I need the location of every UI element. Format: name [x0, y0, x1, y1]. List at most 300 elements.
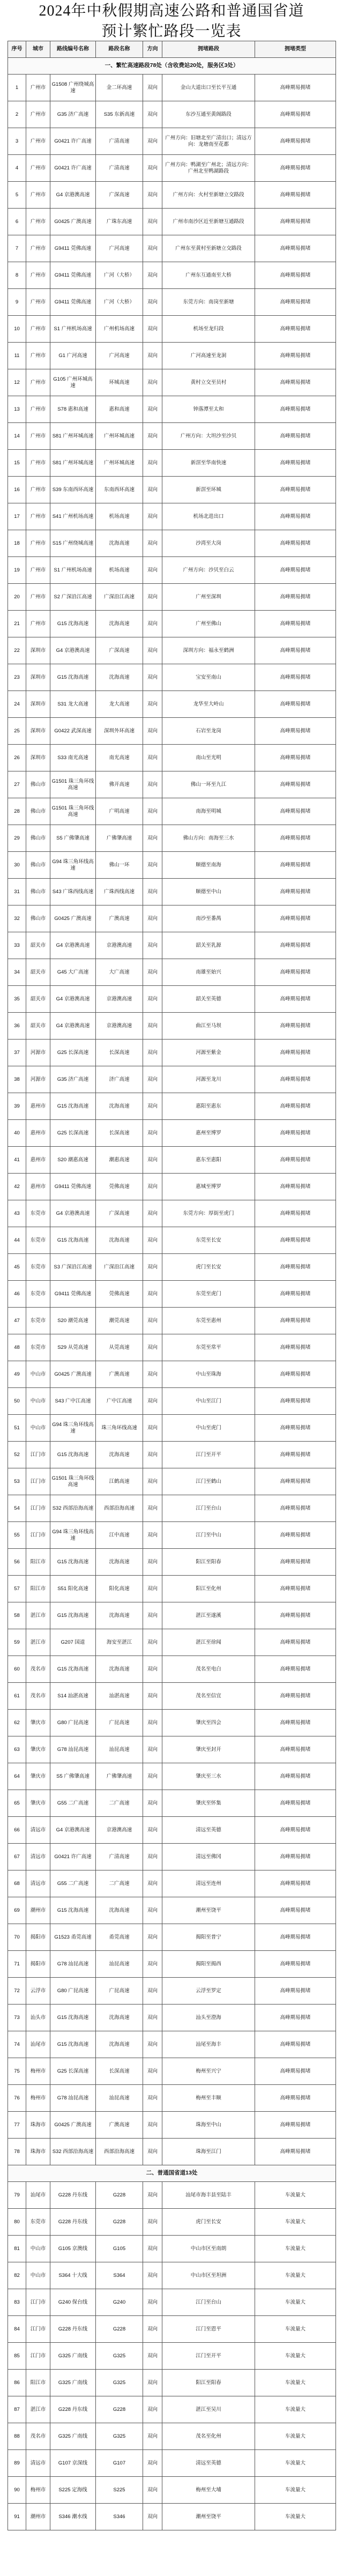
cell-section: 广珠西线高速 [96, 879, 143, 905]
cell-direction: 双向 [143, 825, 162, 852]
cell-city: 东莞市 [26, 1200, 50, 1227]
cell-direction: 双向 [143, 289, 162, 316]
cell-congested-section: 东莞方向：南岗至新塘 [162, 289, 255, 316]
cell-index: 4 [8, 155, 26, 182]
cell-section: 广佛肇高速 [96, 825, 143, 852]
cell-congestion-type: 高峰期易拥堵 [255, 2031, 336, 2058]
cell-city: 东莞市 [26, 1308, 50, 1334]
cell-city: 东莞市 [26, 1254, 50, 1281]
cell-index: 31 [8, 879, 26, 905]
cell-route: G1523 甬莞高速 [50, 1924, 96, 1951]
cell-index: 82 [8, 2262, 26, 2289]
cell-index: 76 [8, 2085, 26, 2112]
cell-congestion-type: 高峰期易拥堵 [255, 1576, 336, 1602]
table-row [8, 1281, 336, 1308]
cell-city: 深圳市 [26, 664, 50, 691]
cell-index: 33 [8, 932, 26, 959]
cell-index: 21 [8, 611, 26, 637]
cell-city: 湛江市 [26, 1629, 50, 1656]
cell-direction: 双向 [143, 798, 162, 825]
cell-congested-section: 机场至龙归段 [162, 316, 255, 343]
cell-route: G80 广昆高速 [50, 1710, 96, 1736]
cell-direction: 双向 [143, 1629, 162, 1656]
cell-congested-section: 东莞至惠州 [162, 1308, 255, 1334]
cell-section: G325 [96, 2370, 143, 2396]
cell-route: S31 龙大高速 [50, 691, 96, 718]
cell-route: G4 京港澳高速 [50, 1013, 96, 1040]
cell-index: 65 [8, 1790, 26, 1817]
cell-route: G94 珠三角环线高速 [50, 852, 96, 879]
cell-section: G228 [96, 2182, 143, 2209]
cell-route: G78 汕昆高速 [50, 1736, 96, 1763]
table-row [8, 905, 336, 932]
section-heading: 二、普通国省道13处 [8, 2165, 336, 2182]
table-row [8, 2209, 336, 2236]
cell-congestion-type: 高峰期易拥堵 [255, 2085, 336, 2112]
cell-direction: 双向 [143, 1281, 162, 1308]
table-row [8, 637, 336, 664]
cell-section: 沈海高速 [96, 2005, 143, 2031]
cell-direction: 双向 [143, 396, 162, 423]
cell-congested-section: 清远至连州 [162, 1870, 255, 1897]
cell-congested-section: 惠东至惠阳 [162, 1147, 255, 1174]
cell-section: 从莞高速 [96, 1334, 143, 1361]
cell-route: G1501 珠三角环线高速 [50, 798, 96, 825]
cell-city: 广州市 [26, 396, 50, 423]
cell-city: 江门市 [26, 2316, 50, 2343]
cell-section: 沈海高速 [96, 2031, 143, 2058]
table-row [8, 209, 336, 235]
cell-congestion-type: 高峰期易拥堵 [255, 1924, 336, 1951]
cell-congestion-type: 高峰期易拥堵 [255, 1200, 336, 1227]
cell-city: 江门市 [26, 2289, 50, 2316]
table-row [8, 1629, 336, 1656]
cell-congestion-type: 高峰期易拥堵 [255, 316, 336, 343]
cell-index: 70 [8, 1924, 26, 1951]
cell-index: 46 [8, 1281, 26, 1308]
cell-congestion-type: 高峰期易拥堵 [255, 718, 336, 745]
cell-congestion-type: 高峰期易拥堵 [255, 905, 336, 932]
cell-section: S225 [96, 2477, 143, 2504]
cell-route: S15 广州绕城高速 [50, 530, 96, 557]
cell-index: 34 [8, 959, 26, 986]
cell-section: 二广高速 [96, 1870, 143, 1897]
cell-direction: 双向 [143, 2316, 162, 2343]
cell-index: 32 [8, 905, 26, 932]
cell-route: S364 十大线 [50, 2262, 96, 2289]
cell-index: 14 [8, 423, 26, 450]
cell-congested-section: 清远至英德 [162, 2450, 255, 2477]
cell-direction: 双向 [143, 1120, 162, 1147]
table-row [8, 1924, 336, 1951]
cell-section: 长深高速 [96, 2058, 143, 2085]
table-row [8, 1174, 336, 1200]
cell-route: G9411 莞佛高速 [50, 235, 96, 262]
cell-index: 58 [8, 1602, 26, 1629]
cell-direction: 双向 [143, 1710, 162, 1736]
cell-direction: 双向 [143, 557, 162, 584]
cell-city: 广州市 [26, 316, 50, 343]
cell-route: G0421 许广高速 [50, 1844, 96, 1870]
cell-section: 海安至湛江 [96, 1629, 143, 1656]
header-direction: 方向 [143, 41, 162, 58]
table-row [8, 2085, 336, 2112]
cell-direction: 双向 [143, 2112, 162, 2139]
cell-direction: 双向 [143, 1549, 162, 1576]
table-row [8, 1361, 336, 1388]
table-row [8, 1683, 336, 1710]
cell-congested-section: 梅州至兴宁 [162, 2058, 255, 2085]
cell-congested-section: 惠阳至惠东 [162, 1093, 255, 1120]
section-heading-row [8, 58, 336, 75]
cell-route: G228 丹东线 [50, 2396, 96, 2423]
cell-congestion-type: 车流量大 [255, 2316, 336, 2343]
cell-direction: 双向 [143, 1147, 162, 1174]
cell-direction: 双向 [143, 1361, 162, 1388]
cell-congestion-type: 高峰期易拥堵 [255, 1040, 336, 1066]
cell-city: 广州市 [26, 557, 50, 584]
cell-congestion-type: 高峰期易拥堵 [255, 343, 336, 369]
cell-index: 69 [8, 1897, 26, 1924]
table-row [8, 879, 336, 905]
cell-section: 金二环高速 [96, 75, 143, 101]
cell-city: 梅州市 [26, 2477, 50, 2504]
table-row [8, 718, 336, 745]
cell-index: 40 [8, 1120, 26, 1147]
table-row [8, 1495, 336, 1522]
cell-route: G4 京港澳高速 [50, 986, 96, 1013]
cell-index: 19 [8, 557, 26, 584]
table-row [8, 1254, 336, 1281]
table-row [8, 1308, 336, 1334]
cell-congested-section: 曲江至马坝 [162, 1013, 255, 1040]
header-section: 路段名称 [96, 41, 143, 58]
cell-section: 潮莞高速 [96, 1308, 143, 1334]
cell-section: 机场高速 [96, 503, 143, 530]
cell-city: 广州市 [26, 155, 50, 182]
cell-direction: 双向 [143, 879, 162, 905]
cell-route: G0425 广澳高速 [50, 1361, 96, 1388]
cell-section: 东南西环高速 [96, 477, 143, 503]
cell-index: 26 [8, 745, 26, 771]
cell-index: 57 [8, 1576, 26, 1602]
table-row [8, 557, 336, 584]
table-row [8, 2343, 336, 2370]
table-row [8, 798, 336, 825]
cell-congestion-type: 高峰期易拥堵 [255, 986, 336, 1013]
cell-direction: 双向 [143, 2031, 162, 2058]
cell-section: 广深高速 [96, 182, 143, 209]
cell-section: 甬莞高速 [96, 1924, 143, 1951]
cell-city: 珠海市 [26, 2139, 50, 2165]
cell-congested-section: 河源至龙川 [162, 1066, 255, 1093]
cell-congested-section: 湛江至徐闻 [162, 1629, 255, 1656]
cell-route: S41 广州机场高速 [50, 503, 96, 530]
cell-direction: 双向 [143, 691, 162, 718]
cell-route: S39 东南西环高速 [50, 477, 96, 503]
cell-city: 阳江市 [26, 2370, 50, 2396]
cell-route: G0425 广澳高速 [50, 209, 96, 235]
cell-route: S32 西部沿海高速 [50, 1495, 96, 1522]
cell-section: 佛山一环 [96, 852, 143, 879]
cell-city: 江门市 [26, 1468, 50, 1495]
cell-direction: 双向 [143, 182, 162, 209]
cell-congestion-type: 高峰期易拥堵 [255, 557, 336, 584]
cell-congestion-type: 高峰期易拥堵 [255, 1254, 336, 1281]
cell-route: G15 沈海高速 [50, 1093, 96, 1120]
cell-section: 广珠东高速 [96, 209, 143, 235]
table-row [8, 2316, 336, 2343]
cell-route: G1508 广州绕城高速 [50, 75, 96, 101]
cell-index: 85 [8, 2343, 26, 2370]
cell-route: G15 沈海高速 [50, 1656, 96, 1683]
cell-congestion-type: 高峰期易拥堵 [255, 1870, 336, 1897]
cell-section: G240 [96, 2289, 143, 2316]
cell-direction: 双向 [143, 1736, 162, 1763]
table-row [8, 1790, 336, 1817]
table-row [8, 2423, 336, 2450]
cell-section: 汕昆高速 [96, 1736, 143, 1763]
cell-route: G78 汕昆高速 [50, 1951, 96, 1978]
cell-section: 长深高速 [96, 1120, 143, 1147]
cell-section: 南光高速 [96, 745, 143, 771]
cell-congested-section: 广州东至黄村至新塘立交路段 [162, 235, 255, 262]
table-row [8, 530, 336, 557]
table-row [8, 1656, 336, 1683]
cell-route: S32 西部沿海高速 [50, 2139, 96, 2165]
cell-city: 揭阳市 [26, 1924, 50, 1951]
cell-city: 梅州市 [26, 2058, 50, 2085]
cell-city: 潮州市 [26, 1897, 50, 1924]
cell-index: 54 [8, 1495, 26, 1522]
cell-index: 5 [8, 182, 26, 209]
cell-congested-section: 中山至虎门 [162, 1415, 255, 1442]
cell-section: 广昆高速 [96, 1978, 143, 2005]
cell-city: 肇庆市 [26, 1790, 50, 1817]
cell-route: G4 京港澳高速 [50, 932, 96, 959]
cell-city: 中山市 [26, 1388, 50, 1415]
cell-congestion-type: 高峰期易拥堵 [255, 450, 336, 477]
cell-section: 珠三角环线高速 [96, 1415, 143, 1442]
cell-city: 广州市 [26, 343, 50, 369]
cell-congestion-type: 高峰期易拥堵 [255, 1522, 336, 1549]
cell-congested-section: 江门至开平 [162, 2343, 255, 2370]
cell-route: G240 保台线 [50, 2289, 96, 2316]
table-row [8, 369, 336, 396]
table-row [8, 2289, 336, 2316]
cell-congestion-type: 高峰期易拥堵 [255, 235, 336, 262]
cell-congestion-type: 高峰期易拥堵 [255, 423, 336, 450]
cell-index: 91 [8, 2504, 26, 2530]
cell-congested-section: 梅州至大埔 [162, 2477, 255, 2504]
cell-congested-section: 机场北进出口 [162, 503, 255, 530]
cell-index: 61 [8, 1683, 26, 1710]
cell-section: 沈海高速 [96, 1227, 143, 1254]
cell-route: G15 沈海高速 [50, 1227, 96, 1254]
section-heading-row [8, 2165, 336, 2182]
cell-congested-section: 中山至珠海 [162, 1361, 255, 1388]
cell-congestion-type: 高峰期易拥堵 [255, 771, 336, 798]
cell-congestion-type: 高峰期易拥堵 [255, 664, 336, 691]
cell-city: 阳江市 [26, 1549, 50, 1576]
cell-congested-section: 南山至光明 [162, 745, 255, 771]
cell-congestion-type: 高峰期易拥堵 [255, 1602, 336, 1629]
cell-direction: 双向 [143, 932, 162, 959]
cell-congestion-type: 高峰期易拥堵 [255, 852, 336, 879]
table-row [8, 691, 336, 718]
cell-congestion-type: 高峰期易拥堵 [255, 2005, 336, 2031]
cell-direction: 双向 [143, 1522, 162, 1549]
cell-direction: 双向 [143, 1790, 162, 1817]
cell-congested-section: 广州方向：火村至新塘立交路段 [162, 182, 255, 209]
cell-route: S78 惠和高速 [50, 396, 96, 423]
cell-congested-section: 东莞至长安 [162, 1227, 255, 1254]
cell-direction: 双向 [143, 450, 162, 477]
cell-index: 77 [8, 2112, 26, 2139]
cell-congestion-type: 高峰期易拥堵 [255, 1978, 336, 2005]
cell-city: 广州市 [26, 182, 50, 209]
cell-city: 广州市 [26, 209, 50, 235]
cell-section: 沈海高速 [96, 1602, 143, 1629]
cell-route: S81 广州环城高速 [50, 423, 96, 450]
cell-index: 13 [8, 396, 26, 423]
cell-index: 7 [8, 235, 26, 262]
cell-direction: 双向 [143, 1495, 162, 1522]
cell-route: G1501 珠三角环线高速 [50, 1468, 96, 1495]
cell-direction: 双向 [143, 1415, 162, 1442]
cell-city: 广州市 [26, 503, 50, 530]
cell-route: G15 沈海高速 [50, 1549, 96, 1576]
cell-direction: 双向 [143, 530, 162, 557]
cell-index: 89 [8, 2450, 26, 2477]
cell-route: G4 京港澳高速 [50, 1817, 96, 1844]
cell-direction: 双向 [143, 1227, 162, 1254]
table-row [8, 101, 336, 128]
cell-congestion-type: 高峰期易拥堵 [255, 1790, 336, 1817]
cell-city: 韶关市 [26, 1013, 50, 1040]
cell-direction: 双向 [143, 423, 162, 450]
cell-section: 广州环城高速 [96, 450, 143, 477]
table-row [8, 1736, 336, 1763]
cell-congested-section: 新滘至环城 [162, 477, 255, 503]
cell-section: G105 [96, 2236, 143, 2262]
cell-direction: 双向 [143, 2182, 162, 2209]
table-row [8, 2139, 336, 2165]
cell-congested-section: 顺德至南海 [162, 852, 255, 879]
cell-index: 38 [8, 1066, 26, 1093]
cell-index: 56 [8, 1549, 26, 1576]
cell-section: 广佛肇高速 [96, 1763, 143, 1790]
cell-congestion-type: 高峰期易拥堵 [255, 1227, 336, 1254]
table-row [8, 1040, 336, 1066]
cell-index: 18 [8, 530, 26, 557]
cell-city: 清远市 [26, 1844, 50, 1870]
cell-city: 肇庆市 [26, 1763, 50, 1790]
table-row [8, 1442, 336, 1468]
cell-route: G15 沈海高速 [50, 1897, 96, 1924]
cell-route: G4 京港澳高速 [50, 637, 96, 664]
cell-congestion-type: 高峰期易拥堵 [255, 1013, 336, 1040]
cell-route: S20 潮惠高速 [50, 1147, 96, 1174]
cell-congestion-type: 高峰期易拥堵 [255, 477, 336, 503]
cell-route: S1 广州机场高速 [50, 316, 96, 343]
cell-direction: 双向 [143, 2085, 162, 2112]
cell-congestion-type: 高峰期易拥堵 [255, 879, 336, 905]
cell-congestion-type: 高峰期易拥堵 [255, 1736, 336, 1763]
cell-congestion-type: 高峰期易拥堵 [255, 1817, 336, 1844]
cell-route: S5 广佛肇高速 [50, 825, 96, 852]
cell-route: S81 广州环城高速 [50, 450, 96, 477]
cell-section: 广清高速 [96, 155, 143, 182]
header-congested-section: 拥堵路段 [162, 41, 255, 58]
table-row [8, 316, 336, 343]
cell-section: G228 [96, 2209, 143, 2236]
table-row [8, 2005, 336, 2031]
cell-index: 29 [8, 825, 26, 852]
cell-route: S225 定海线 [50, 2477, 96, 2504]
cell-direction: 双向 [143, 209, 162, 235]
cell-route: G9411 莞佛高速 [50, 1281, 96, 1308]
cell-congested-section: 东沙互通至黄阁路段 [162, 101, 255, 128]
cell-section: 阳化高速 [96, 1576, 143, 1602]
cell-city: 中山市 [26, 1415, 50, 1442]
table-row [8, 745, 336, 771]
table-row [8, 477, 336, 503]
cell-congestion-type: 高峰期易拥堵 [255, 584, 336, 611]
cell-direction: 双向 [143, 959, 162, 986]
cell-congestion-type: 高峰期易拥堵 [255, 1897, 336, 1924]
table-row [8, 1468, 336, 1495]
cell-index: 84 [8, 2316, 26, 2343]
table-row [8, 1388, 336, 1415]
cell-congested-section: 茂名至信宜 [162, 1683, 255, 1710]
table-row [8, 2058, 336, 2085]
cell-route: S14 汕湛高速 [50, 1683, 96, 1710]
cell-index: 22 [8, 637, 26, 664]
cell-route: G15 沈海高速 [50, 2005, 96, 2031]
table-row [8, 450, 336, 477]
cell-route: S346 潮水线 [50, 2504, 96, 2530]
cell-route: S33 南光高速 [50, 745, 96, 771]
cell-direction: 双向 [143, 2262, 162, 2289]
cell-section: 惠和高速 [96, 396, 143, 423]
cell-direction: 双向 [143, 262, 162, 289]
cell-city: 佛山市 [26, 798, 50, 825]
cell-congestion-type: 车流量大 [255, 2262, 336, 2289]
cell-congested-section: 虎门至长安 [162, 2209, 255, 2236]
cell-city: 广州市 [26, 75, 50, 101]
cell-index: 27 [8, 771, 26, 798]
cell-route: S43 广中江高速 [50, 1388, 96, 1415]
cell-index: 49 [8, 1361, 26, 1388]
cell-congestion-type: 高峰期易拥堵 [255, 128, 336, 155]
cell-city: 湛江市 [26, 1602, 50, 1629]
cell-congested-section: 佛山方向：南海至三水 [162, 825, 255, 852]
cell-direction: 双向 [143, 1174, 162, 1200]
table-row [8, 1200, 336, 1227]
table-row [8, 2262, 336, 2289]
cell-route: S2 广深沿江高速 [50, 584, 96, 611]
cell-direction: 双向 [143, 1951, 162, 1978]
cell-index: 9 [8, 289, 26, 316]
cell-section: 江鹤高速 [96, 1468, 143, 1495]
cell-section: 莞佛高速 [96, 1174, 143, 1200]
cell-congested-section: 黄村立交至员村 [162, 369, 255, 396]
cell-congestion-type: 车流量大 [255, 2504, 336, 2530]
cell-city: 中山市 [26, 2236, 50, 2262]
cell-congestion-type: 高峰期易拥堵 [255, 1361, 336, 1388]
cell-route: G325 广南线 [50, 2343, 96, 2370]
